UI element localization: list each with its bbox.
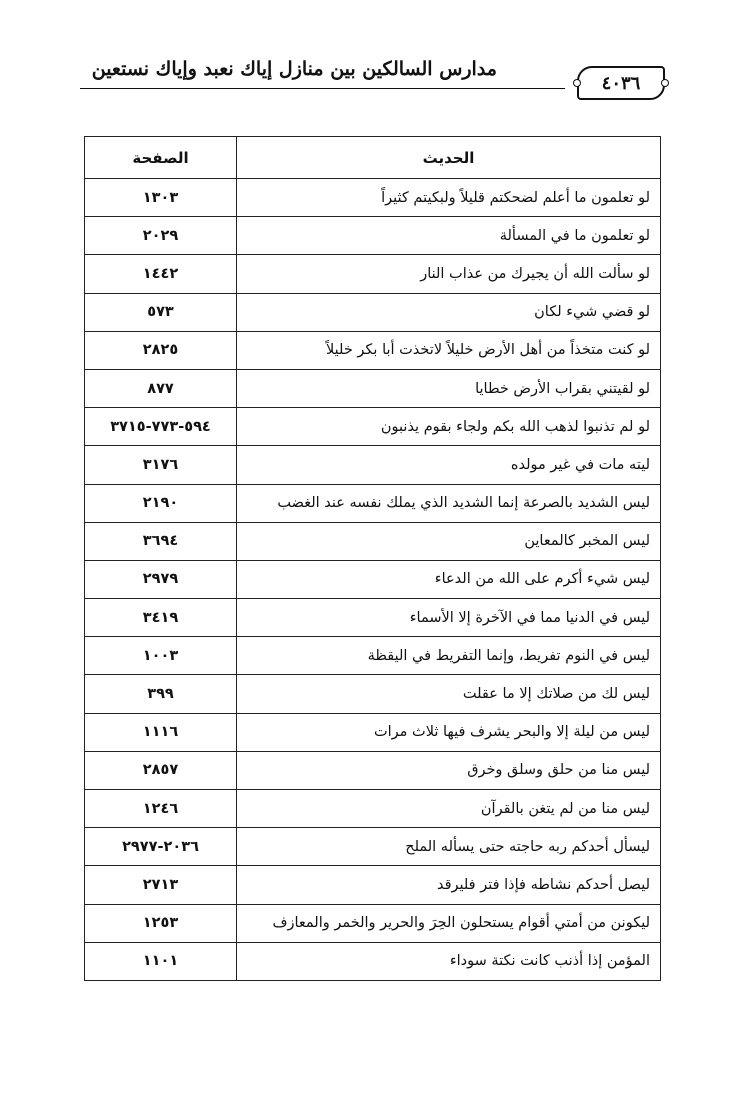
hadith-text: ليس من ليلة إلا والبحر يشرف فيها ثلاث مرات bbox=[237, 713, 661, 751]
table-row bbox=[85, 293, 661, 331]
hadith-text: ليته مات في غير مولده bbox=[237, 446, 661, 484]
hadith-text: لو لم تذنبوا لذهب الله بكم ولجاء بقوم يذنبون bbox=[237, 408, 661, 446]
hadith-text: لو لقيتني بقراب الأرض خطايا bbox=[237, 369, 661, 407]
page-ref: ٢٨٥٧ bbox=[85, 751, 237, 789]
hadith-text: ليس منا من حلق وسلق وخرق bbox=[237, 751, 661, 789]
table-row bbox=[85, 408, 661, 446]
page-ref: ١١٠١ bbox=[85, 942, 237, 980]
hadith-text: لو تعلمون ما في المسألة bbox=[237, 217, 661, 255]
hadith-text: ليسأل أحدكم ربه حاجته حتى يسأله الملح bbox=[237, 828, 661, 866]
hadith-text: ليس شيء أكرم على الله من الدعاء bbox=[237, 560, 661, 598]
table-row bbox=[85, 942, 661, 980]
hadith-text: لو سألت الله أن يجيرك من عذاب النار bbox=[237, 255, 661, 293]
hadith-text: ليصل أحدكم نشاطه فإذا فتر فليرقد bbox=[237, 866, 661, 904]
page-ref: ٣١٧٦ bbox=[85, 446, 237, 484]
table-row bbox=[85, 904, 661, 942]
page-ref: ٥٧٣ bbox=[85, 293, 237, 331]
hadith-text: ليس في الدنيا مما في الآخرة إلا الأسماء bbox=[237, 599, 661, 637]
page-ref: ٢٧١٣ bbox=[85, 866, 237, 904]
page-ref: ١٤٤٢ bbox=[85, 255, 237, 293]
page-number: ٤٠٣٦ bbox=[577, 66, 665, 100]
hadith-text: لو قضي شيء لكان bbox=[237, 293, 661, 331]
table-row bbox=[85, 179, 661, 217]
hadith-index-table bbox=[84, 136, 661, 981]
hadith-text: ليس المخبر كالمعاين bbox=[237, 522, 661, 560]
table-row bbox=[85, 828, 661, 866]
hadith-text: لو تعلمون ما أعلم لضحكتم قليلاً ولبكيتم كثيراً bbox=[237, 179, 661, 217]
page-ref: ١٢٤٦ bbox=[85, 790, 237, 828]
page-ref: ٥٩٤-٧٧٣-٣٧١٥ bbox=[85, 408, 237, 446]
table-header-row bbox=[85, 137, 661, 179]
table-row bbox=[85, 637, 661, 675]
hadith-text: ليس لك من صلاتك إلا ما عقلت bbox=[237, 675, 661, 713]
header-rule bbox=[80, 88, 565, 89]
page-ref: ٣٦٩٤ bbox=[85, 522, 237, 560]
table-row bbox=[85, 484, 661, 522]
page-ref: ١٢٥٣ bbox=[85, 904, 237, 942]
column-header-hadith: الحديث bbox=[237, 137, 661, 179]
page-ref: ٣٤١٩ bbox=[85, 599, 237, 637]
table-row bbox=[85, 675, 661, 713]
table-row bbox=[85, 255, 661, 293]
page-ref: ٢٨٢٥ bbox=[85, 331, 237, 369]
hadith-text: ليس في النوم تفريط، وإنما التفريط في اليقظة bbox=[237, 637, 661, 675]
table-row bbox=[85, 331, 661, 369]
page-ref: ٢٠٢٩ bbox=[85, 217, 237, 255]
table-row bbox=[85, 751, 661, 789]
table-row bbox=[85, 790, 661, 828]
book-title: مدارس السالكين بين منازل إياك نعبد وإياك نستعين bbox=[91, 58, 497, 80]
table-row bbox=[85, 446, 661, 484]
page-ref: ٣٩٩ bbox=[85, 675, 237, 713]
table-row bbox=[85, 560, 661, 598]
hadith-text: ليس الشديد بالصرعة إنما الشديد الذي يملك نفسه عند الغضب bbox=[237, 484, 661, 522]
hadith-text: المؤمن إذا أذنب كانت نكتة سوداء bbox=[237, 942, 661, 980]
table-row bbox=[85, 369, 661, 407]
table-row bbox=[85, 599, 661, 637]
page-ref: ٢٩٧٩ bbox=[85, 560, 237, 598]
table-row bbox=[85, 522, 661, 560]
page-header bbox=[80, 52, 665, 100]
page-ref: ٢١٩٠ bbox=[85, 484, 237, 522]
page-ref: ١٣٠٣ bbox=[85, 179, 237, 217]
page-ref: ١٠٠٣ bbox=[85, 637, 237, 675]
hadith-text: لو كنت متخذاً من أهل الأرض خليلاً لاتخذت أبا بكر خليلاً bbox=[237, 331, 661, 369]
hadith-text: ليكونن من أمتي أقوام يستحلون الحِرَ والحرير والخمر والمعازف bbox=[237, 904, 661, 942]
table-row bbox=[85, 217, 661, 255]
page-ref: ٢٠٣٦-٢٩٧٧ bbox=[85, 828, 237, 866]
hadith-text: ليس منا من لم يتغن بالقرآن bbox=[237, 790, 661, 828]
column-header-page: الصفحة bbox=[85, 137, 237, 179]
page-ref: ١١١٦ bbox=[85, 713, 237, 751]
table-row bbox=[85, 713, 661, 751]
page-ref: ٨٧٧ bbox=[85, 369, 237, 407]
table-row bbox=[85, 866, 661, 904]
